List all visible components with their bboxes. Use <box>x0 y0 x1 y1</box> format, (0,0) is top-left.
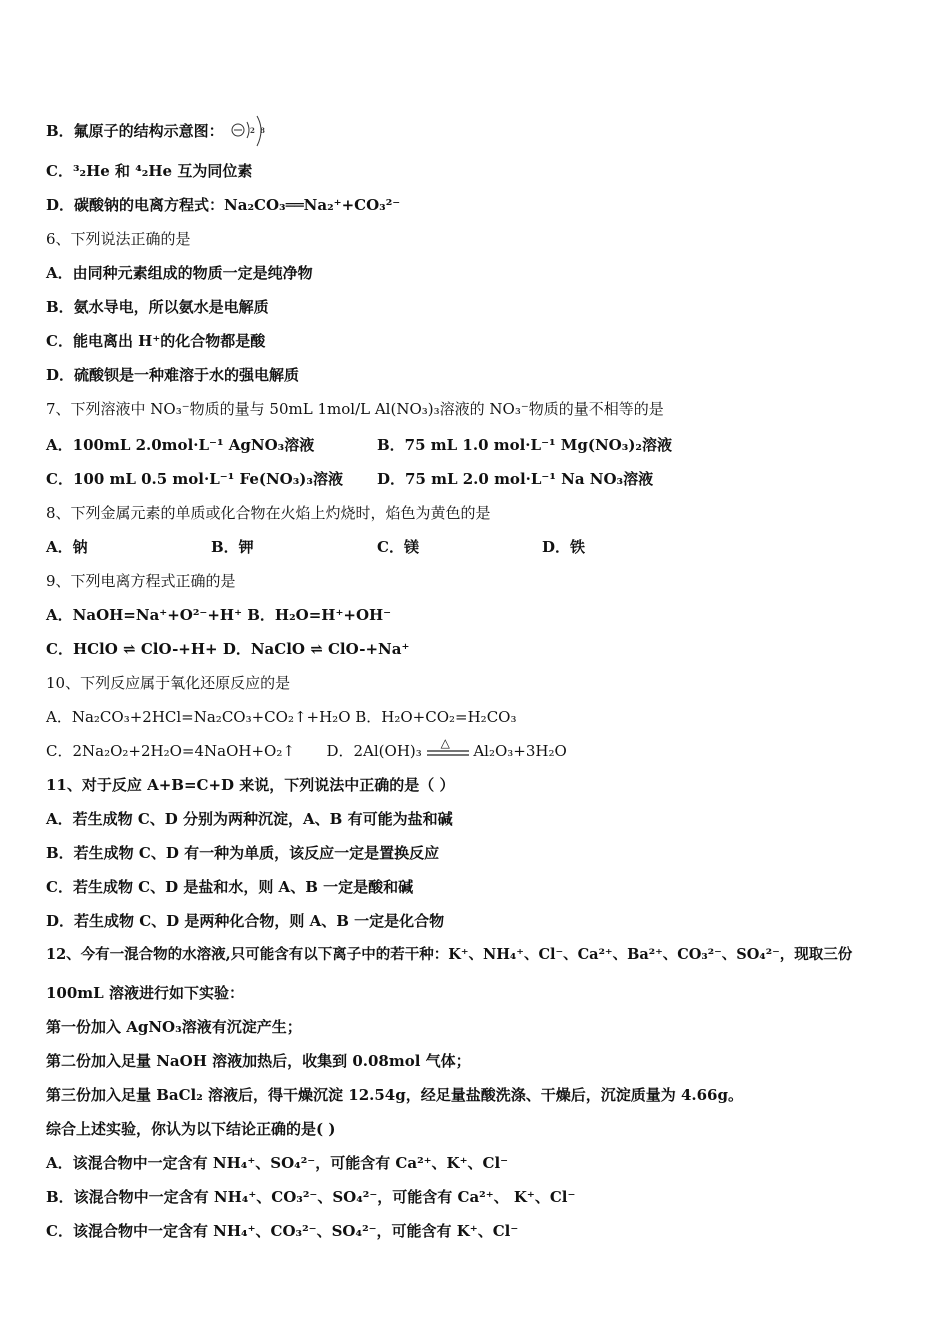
q7-option-d <box>377 469 653 489</box>
q6-option-d <box>46 365 299 385</box>
q6-option-d-text: D．硫酸钡是一种难溶于水的强电解质 <box>46 366 300 384</box>
q6-option-b-text: B．氨水导电，所以氨水是电解质 <box>46 298 269 316</box>
q9-options-cd <box>46 639 409 659</box>
q12-option-a-text: A．该混合物中一定含有 NH₄⁺、SO₄²⁻，可能含有 Ca²⁺、K⁺、Cl⁻ <box>46 1154 509 1172</box>
q10-option-d-prefix: D．2Al(OH)₃ <box>326 742 422 760</box>
q11-option-b <box>46 843 439 863</box>
question-9-stem: 9、下列电离方程式正确的是 <box>46 572 236 590</box>
question-7 <box>46 399 664 419</box>
q11-option-b-text: B．若生成物 C、D 有一种为单质，该反应一定是置换反应 <box>46 844 440 862</box>
q10-options-ab-text: A．Na₂CO₃+2HCl=Na₂CO₃+CO₂↑+H₂O B．H₂O+CO₂=H₂CO₃ <box>46 708 517 726</box>
q12-conclusion-prompt <box>46 1119 335 1139</box>
q12-option-a <box>46 1153 508 1173</box>
q6-option-a-text: A．由同种元素组成的物质一定是纯净物 <box>46 264 313 282</box>
svg-text:8: 8 <box>259 126 265 135</box>
q7-option-a <box>46 435 314 455</box>
q11-option-c <box>46 877 413 897</box>
q10-option-c-text: C．2Na₂O₂+2H₂O=4NaOH+O₂↑ <box>46 742 295 760</box>
question-6 <box>46 229 191 249</box>
double-line-icon <box>427 743 469 761</box>
q11-option-a <box>46 809 453 829</box>
q9-options-ab-text: A．NaOH=Na⁺+O²⁻+H⁺ B．H₂O=H⁺+OH⁻ <box>46 606 392 624</box>
svg-text:2: 2 <box>249 126 255 135</box>
q10-option-d-suffix: Al₂O₃+3H₂O <box>473 742 567 760</box>
q12-conclusion-prompt-text: 综合上述实验，你认为以下结论正确的是( ) <box>46 1120 336 1138</box>
q12-experiment-1-text: 第一份加入 AgNO₃溶液有沉淀产生； <box>46 1018 302 1036</box>
q7-option-c-text: C．100 mL 0.5 mol·L⁻¹ Fe(NO₃)₃溶液 <box>46 470 343 488</box>
q6-option-a <box>46 263 313 283</box>
q11-option-c-text: C．若生成物 C、D 是盐和水，则 A、B 一定是酸和碱 <box>46 878 414 896</box>
q9-options-cd-text: C．HClO ⇌ ClO-+H+ D．NaClO ⇌ ClO-+Na⁺ <box>46 640 410 658</box>
question-10 <box>46 673 290 693</box>
q10-options-cd <box>46 736 567 761</box>
q6-option-c <box>46 331 265 351</box>
q12-experiment-3-text: 第三份加入足量 BaCl₂ 溶液后，得干燥沉淀 12.54g，经足量盐酸洗涤、干燥后，沉淀质量为 4.66g。 <box>46 1086 743 1104</box>
question-11 <box>46 775 455 795</box>
q8-option-d <box>542 537 585 557</box>
question-12 <box>46 945 852 965</box>
q7-option-c <box>46 469 343 489</box>
fluorine-atom-diagram-icon <box>229 114 269 150</box>
q9-options-ab <box>46 605 391 625</box>
question-9 <box>46 571 236 591</box>
q12-option-b-text: B．该混合物中一定含有 NH₄⁺、CO₃²⁻、SO₄²⁻，可能含有 Ca²⁺、 K⁺、Cl⁻ <box>46 1188 576 1206</box>
q5-option-c-text: C．³₂He 和 ⁴₂He 互为同位素 <box>46 162 253 180</box>
q5-option-b <box>46 114 269 150</box>
q7-option-b-text: B．75 mL 1.0 mol·L⁻¹ Mg(NO₃)₂溶液 <box>377 436 672 454</box>
q12-line-2 <box>46 983 244 1003</box>
question-11-stem: 11、对于反应 A+B=C+D 来说，下列说法中正确的是（ ） <box>46 776 455 794</box>
q11-option-d <box>46 911 444 931</box>
q6-option-c-text: C．能电离出 H⁺的化合物都是酸 <box>46 332 266 350</box>
question-7-stem: 7、下列溶液中 NO₃⁻物质的量与 50mL 1mol/L Al(NO₃)₃溶液的 NO₃⁻物质的量不相等的是 <box>46 400 664 418</box>
q5-option-d <box>46 195 400 215</box>
q5-option-b-text: B．氟原子的结构示意图： <box>46 122 224 140</box>
q12-option-b <box>46 1187 575 1207</box>
q6-option-b <box>46 297 269 317</box>
q5-option-c <box>46 161 252 181</box>
q11-option-d-text: D．若生成物 C、D 是两种化合物，则 A、B 一定是化合物 <box>46 912 445 930</box>
q12-option-c-text: C．该混合物中一定含有 NH₄⁺、CO₃²⁻、SO₄²⁻，可能含有 K⁺、Cl⁻ <box>46 1222 519 1240</box>
heating-equals-arrow-icon <box>427 736 469 761</box>
q8-option-d-text: D．铁 <box>542 538 586 556</box>
q12-experiment-2-text: 第二份加入足量 NaOH 溶液加热后，收集到 0.08mol 气体； <box>46 1052 471 1070</box>
heating-triangle-label: △ <box>440 736 450 750</box>
q7-option-d-text: D．75 mL 2.0 mol·L⁻¹ Na NO₃溶液 <box>377 470 654 488</box>
q8-option-a-text: A．钠 <box>46 538 88 556</box>
question-10-stem: 10、下列反应属于氧化还原反应的是 <box>46 674 291 692</box>
question-12-stem: 12、今有一混合物的水溶液,只可能含有以下离子中的若干种：K⁺、NH₄⁺、Cl⁻、Ca²⁺、Ba²⁺、CO₃²⁻、SO₄²⁻，现取三份 <box>46 946 853 963</box>
question-8-stem: 8、下列金属元素的单质或化合物在火焰上灼烧时，焰色为黄色的是 <box>46 504 491 522</box>
q8-option-c <box>377 537 419 557</box>
q8-option-c-text: C．镁 <box>377 538 419 556</box>
q12-experiment-1 <box>46 1017 302 1037</box>
q8-option-a <box>46 537 88 557</box>
question-6-stem: 6、下列说法正确的是 <box>46 230 191 248</box>
q12-option-c <box>46 1221 518 1241</box>
q11-option-a-text: A．若生成物 C、D 分别为两种沉淀，A、B 有可能为盐和碱 <box>46 810 453 828</box>
q12-experiment-2 <box>46 1051 471 1071</box>
q10-options-ab <box>46 707 516 727</box>
q8-option-b <box>211 537 254 557</box>
q7-option-b <box>377 435 672 455</box>
q8-option-b-text: B．钾 <box>211 538 254 556</box>
q12-line-2-text: 100mL 溶液进行如下实验： <box>46 984 244 1002</box>
question-8 <box>46 503 491 523</box>
q5-option-d-text: D．碳酸钠的电离方程式：Na₂CO₃══Na₂⁺+CO₃²⁻ <box>46 196 401 214</box>
q7-option-a-text: A．100mL 2.0mol·L⁻¹ AgNO₃溶液 <box>46 436 315 454</box>
q12-experiment-3 <box>46 1085 743 1105</box>
